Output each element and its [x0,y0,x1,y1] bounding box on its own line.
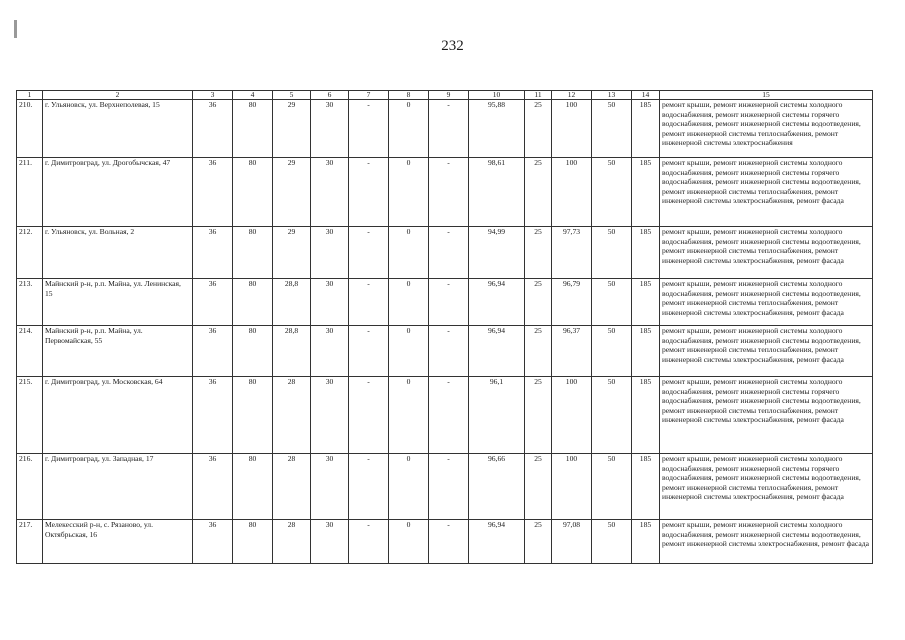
address-cell: Мелекесский р-н, с. Рязаново, ул. Октябрьская, 16 [43,520,193,564]
column-header: 3 [193,91,233,100]
registry-table [16,90,873,564]
value-cell: 25 [525,279,552,326]
value-cell: 100 [552,100,592,158]
value-cell: 185 [632,326,660,377]
value-cell: 50 [592,100,632,158]
column-header: 6 [311,91,349,100]
value-cell: 30 [311,520,349,564]
value-cell: 0 [389,520,429,564]
row-number: 217. [17,520,43,564]
value-cell: 50 [592,158,632,227]
table-row [17,227,873,279]
column-header: 15 [660,91,873,100]
value-cell: 0 [389,279,429,326]
value-cell: - [349,454,389,520]
value-cell: 50 [592,520,632,564]
address-cell: Майнский р-н, р.п. Майна, ул. Первомайская, 55 [43,326,193,377]
value-cell: 80 [233,454,273,520]
value-cell: 80 [233,100,273,158]
value-cell: 25 [525,158,552,227]
value-cell: 96,94 [469,520,525,564]
value-cell: 185 [632,520,660,564]
value-cell: 28,8 [273,326,311,377]
column-header: 13 [592,91,632,100]
value-cell: 100 [552,454,592,520]
page-number: 232 [441,38,464,54]
row-number: 215. [17,377,43,454]
column-header: 14 [632,91,660,100]
works-cell: ремонт крыши, ремонт инженерной системы холодного водоснабжения, ремонт инженерной системы водоотведения, ремонт инженерной системы теплоснабжения, ремонт инженерной системы электроснабжения, ремонт фасада [660,326,873,377]
value-cell: 0 [389,100,429,158]
value-cell: 96,94 [469,279,525,326]
value-cell: 25 [525,377,552,454]
value-cell: 50 [592,377,632,454]
value-cell: 0 [389,227,429,279]
value-cell: 96,79 [552,279,592,326]
value-cell: 80 [233,227,273,279]
value-cell: 25 [525,454,552,520]
row-number: 216. [17,454,43,520]
value-cell: - [429,100,469,158]
address-cell: г. Ульяновск, ул. Вольная, 2 [43,227,193,279]
value-cell: 185 [632,279,660,326]
address-cell: Майнский р-н, р.п. Майна, ул. Ленинская, 15 [43,279,193,326]
value-cell: 50 [592,279,632,326]
value-cell: - [429,227,469,279]
value-cell: 28,8 [273,279,311,326]
value-cell: 0 [389,326,429,377]
value-cell: 185 [632,377,660,454]
value-cell: 36 [193,377,233,454]
value-cell: 185 [632,158,660,227]
value-cell: 97,08 [552,520,592,564]
value-cell: - [429,454,469,520]
value-cell: 25 [525,326,552,377]
works-cell: ремонт крыши, ремонт инженерной системы холодного водоснабжения, ремонт инженерной системы водоотведения, ремонт инженерной системы теплоснабжения, ремонт инженерной системы электроснабжения, ремонт фасада [660,279,873,326]
value-cell: 29 [273,227,311,279]
works-cell: ремонт крыши, ремонт инженерной системы холодного водоснабжения, ремонт инженерной системы горячего водоснабжения, ремонт инженерной системы водоотведения, ремонт инженерной системы теплоснабжения, ремонт инженерной системы электроснабжения, ремонт фасада [660,454,873,520]
value-cell: 30 [311,454,349,520]
table-row [17,158,873,227]
value-cell: 36 [193,158,233,227]
value-cell: 28 [273,454,311,520]
value-cell: - [429,520,469,564]
value-cell: 30 [311,158,349,227]
value-cell: 100 [552,158,592,227]
value-cell: - [429,158,469,227]
table-row [17,100,873,158]
column-header: 8 [389,91,429,100]
value-cell: - [429,279,469,326]
value-cell: - [349,100,389,158]
row-number: 213. [17,279,43,326]
address-cell: г. Ульяновск, ул. Верхнеполевая, 15 [43,100,193,158]
column-header: 5 [273,91,311,100]
row-number: 212. [17,227,43,279]
value-cell: 185 [632,454,660,520]
value-cell: 185 [632,100,660,158]
value-cell: 29 [273,100,311,158]
column-header: 11 [525,91,552,100]
value-cell: - [349,520,389,564]
value-cell: 28 [273,520,311,564]
value-cell: 25 [525,100,552,158]
value-cell: 36 [193,100,233,158]
column-header: 1 [17,91,43,100]
value-cell: 28 [273,377,311,454]
table-row [17,377,873,454]
value-cell: - [429,326,469,377]
column-header: 2 [43,91,193,100]
value-cell: 80 [233,279,273,326]
address-cell: г. Димитровград, ул. Западная, 17 [43,454,193,520]
works-cell: ремонт крыши, ремонт инженерной системы холодного водоснабжения, ремонт инженерной системы водоотведения, ремонт инженерной системы теплоснабжения, ремонт инженерной системы электроснабжения, ремонт фасада [660,227,873,279]
value-cell: 94,99 [469,227,525,279]
value-cell: - [349,326,389,377]
value-cell: - [349,377,389,454]
row-number: 211. [17,158,43,227]
value-cell: 50 [592,454,632,520]
value-cell: 50 [592,227,632,279]
table-row [17,454,873,520]
column-header: 12 [552,91,592,100]
value-cell: 0 [389,454,429,520]
value-cell: 97,73 [552,227,592,279]
value-cell: 30 [311,326,349,377]
value-cell: 30 [311,279,349,326]
value-cell: 96,66 [469,454,525,520]
value-cell: 0 [389,377,429,454]
value-cell: 30 [311,377,349,454]
works-cell: ремонт крыши, ремонт инженерной системы холодного водоснабжения, ремонт инженерной системы горячего водоснабжения, ремонт инженерной системы водоотведения, ремонт инженерной системы теплоснабжения, ремонт инженерной системы электроснабжения [660,100,873,158]
column-header: 4 [233,91,273,100]
value-cell: 100 [552,377,592,454]
table-row [17,326,873,377]
table-row [17,520,873,564]
scan-edge-mark [14,20,17,38]
value-cell: - [349,279,389,326]
works-cell: ремонт крыши, ремонт инженерной системы холодного водоснабжения, ремонт инженерной системы горячего водоснабжения, ремонт инженерной системы водоотведения, ремонт инженерной системы теплоснабжения, ремонт инженерной системы электроснабжения, ремонт фасада [660,377,873,454]
column-header: 9 [429,91,469,100]
value-cell: 50 [592,326,632,377]
value-cell: 30 [311,100,349,158]
value-cell: 36 [193,227,233,279]
value-cell: - [349,158,389,227]
value-cell: 0 [389,158,429,227]
value-cell: 36 [193,279,233,326]
value-cell: 80 [233,158,273,227]
value-cell: 29 [273,158,311,227]
address-cell: г. Димитровград, ул. Дрогобычская, 47 [43,158,193,227]
row-number: 214. [17,326,43,377]
value-cell: 30 [311,227,349,279]
column-header: 10 [469,91,525,100]
table-row [17,279,873,326]
value-cell: 25 [525,227,552,279]
value-cell: 98,61 [469,158,525,227]
value-cell: 80 [233,520,273,564]
address-cell: г. Димитровград, ул. Московская, 64 [43,377,193,454]
row-number: 210. [17,100,43,158]
column-header: 7 [349,91,389,100]
value-cell: 80 [233,377,273,454]
column-number-row [17,91,873,100]
value-cell: 80 [233,326,273,377]
value-cell: 25 [525,520,552,564]
value-cell: 36 [193,326,233,377]
value-cell: 185 [632,227,660,279]
value-cell: - [349,227,389,279]
value-cell: 96,1 [469,377,525,454]
value-cell: 95,88 [469,100,525,158]
value-cell: 36 [193,520,233,564]
works-cell: ремонт крыши, ремонт инженерной системы холодного водоснабжения, ремонт инженерной системы горячего водоснабжения, ремонт инженерной системы водоотведения, ремонт инженерной системы теплоснабжения, ремонт инженерной системы электроснабжения, ремонт фасада [660,158,873,227]
value-cell: 36 [193,454,233,520]
value-cell: - [429,377,469,454]
value-cell: 96,37 [552,326,592,377]
value-cell: 96,94 [469,326,525,377]
works-cell: ремонт крыши, ремонт инженерной системы холодного водоснабжения, ремонт инженерной системы водоотведения, ремонт инженерной системы электроснабжения, ремонт фасада [660,520,873,564]
